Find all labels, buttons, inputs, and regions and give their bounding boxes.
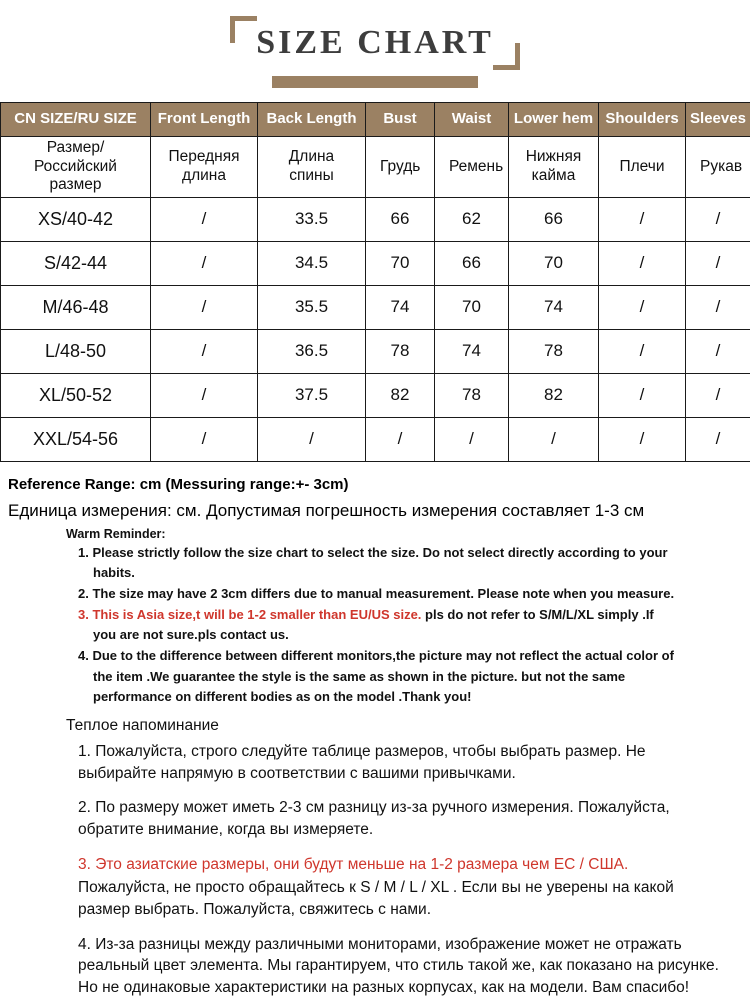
reminder-item-ru-1: 1. Пожалуйста, строго следуйте таблице размеров, чтобы выбрать размер. Не выбирайте напрямую в соответствии с вашими привычками. [78,742,646,782]
measurement-cell: 78 [509,329,599,373]
size-label-cell: S/42-44 [1,241,151,285]
corner-bracket-icon [230,16,257,43]
warm-reminder-ru [66,717,726,999]
title-frame [230,16,520,70]
size-label-cell: XL/50-52 [1,373,151,417]
corner-bracket-icon [493,43,520,70]
column-header-ru: Длина спины [258,137,366,198]
title-section [0,0,750,88]
size-label-cell: XS/40-42 [1,197,151,241]
measurement-cell: 74 [435,329,509,373]
page-title: SIZE CHART [256,24,494,61]
size-row [1,285,750,329]
size-row [1,197,750,241]
size-row [1,241,750,285]
reminder-item-en-4: 4. Due to the difference between different monitors,the picture may not reflect the actual color of the item .We guarantee the style is the same as shown in the picture. but not the same performance on different bodies as on the model .Thank you! [78,648,674,704]
column-header-ru: Размер/Российский размер [1,137,151,198]
asia-size-warning-en: 3. This is Asia size,t will be 1-2 smaller than EU/US size. [78,607,422,623]
measurement-cell: / [686,197,750,241]
reminder-item-ru-3-rest: Пожалуйста, не просто обращайтесь к S / M / L / XL . Если вы не уверены на какой размер выбрать. Пожалуйста, свяжитесь с нами. [78,879,674,919]
column-header-ru: Рукав [686,137,750,198]
measurement-cell: / [599,329,686,373]
table-header-row-ru [1,137,750,198]
measurement-cell: / [151,241,258,285]
size-row [1,329,750,373]
size-label-cell: M/46-48 [1,285,151,329]
reminder-item-ru-2: 2. По размеру может иметь 2-3 см разницу из-за ручного измерения. Пожалуйста, обратите внимание, когда вы измеряете. [78,799,670,838]
measurement-cell: 66 [435,241,509,285]
asia-size-warning-ru: 3. Это азиатские размеры, они будут меньше на 1-2 размера чем ЕС / США. [78,855,629,873]
reminder-item-ru-4: 4. Из-за разницы между различными мониторами, изображение может не отражать реальный цвет элемента. Мы гарантируем, что стиль такой же, как показано на рисунке. Но не одинаковые характеристики на разных корпусах, как на модели. Вам спасибо! [78,935,719,997]
column-header-ru: Ремень [435,137,509,198]
column-header-en: CN SIZE/RU SIZE [1,103,151,137]
measurement-cell: 66 [366,197,435,241]
measurement-cell: / [599,197,686,241]
notes-section [0,462,750,999]
measurement-cell: / [686,329,750,373]
measurement-cell: 35.5 [258,285,366,329]
measurement-cell: 70 [435,285,509,329]
measurement-cell: / [599,373,686,417]
measurement-cell: 36.5 [258,329,366,373]
column-header-en: Front Length [151,103,258,137]
column-header-ru: Нижняя кайма [509,137,599,198]
measurement-cell: / [258,417,366,461]
measurement-cell: 82 [366,373,435,417]
measurement-cell: 62 [435,197,509,241]
measurement-cell: 74 [509,285,599,329]
measurement-cell: / [151,373,258,417]
size-label-cell: XXL/54-56 [1,417,151,461]
size-row [1,373,750,417]
size-label-cell: L/48-50 [1,329,151,373]
title-underline [272,76,478,88]
measurement-cell: / [435,417,509,461]
measurement-cell: 70 [509,241,599,285]
measurement-cell: / [686,417,750,461]
column-header-en: Shoulders [599,103,686,137]
warm-reminder-en [66,527,678,707]
column-header-en: Lower hem [509,103,599,137]
measurement-cell: / [509,417,599,461]
reference-range-ru: Единица измерения: см. Допустимая погрешность измерения составляет 1-3 см [8,500,645,520]
measurement-cell: / [686,373,750,417]
measurement-cell: / [599,285,686,329]
column-header-ru: Грудь [366,137,435,198]
warm-reminder-heading-en: Warm Reminder: [66,526,166,541]
warm-reminder-heading-ru: Теплое напоминание [66,716,219,734]
measurement-cell: / [686,241,750,285]
table-header-row-en [1,103,750,137]
column-header-en: Back Length [258,103,366,137]
reference-range-en: Reference Range: cm (Messuring range:+- 3cm) [8,475,349,493]
reminder-item-en-1: 1. Please strictly follow the size chart to select the size. Do not select directly according to your habits. [78,544,668,580]
size-table [0,102,750,462]
measurement-cell: 37.5 [258,373,366,417]
size-row [1,417,750,461]
measurement-cell: 78 [366,329,435,373]
column-header-ru: Передняя длина [151,137,258,198]
measurement-cell: 78 [435,373,509,417]
measurement-cell: / [599,417,686,461]
column-header-en: Bust [366,103,435,137]
measurement-cell: 66 [509,197,599,241]
measurement-cell: 74 [366,285,435,329]
measurement-cell: / [366,417,435,461]
column-header-en: Waist [435,103,509,137]
reminder-item-en-3-rest: pls do not refer to S/M/L/XL simply .If you are not sure.pls contact us. [93,607,654,643]
reminder-item-en-2: 2. The size may have 2 3cm differs due to manual measurement. Please note when you measure. [78,586,675,602]
measurement-cell: / [599,241,686,285]
measurement-cell: / [151,417,258,461]
measurement-cell: / [151,197,258,241]
measurement-cell: / [151,329,258,373]
measurement-cell: 82 [509,373,599,417]
column-header-ru: Плечи [599,137,686,198]
measurement-cell: / [686,285,750,329]
measurement-cell: 33.5 [258,197,366,241]
column-header-en: Sleeves [686,103,750,137]
measurement-cell: 70 [366,241,435,285]
measurement-cell: 34.5 [258,241,366,285]
measurement-cell: / [151,285,258,329]
reminder-item-en-3 [78,605,678,645]
